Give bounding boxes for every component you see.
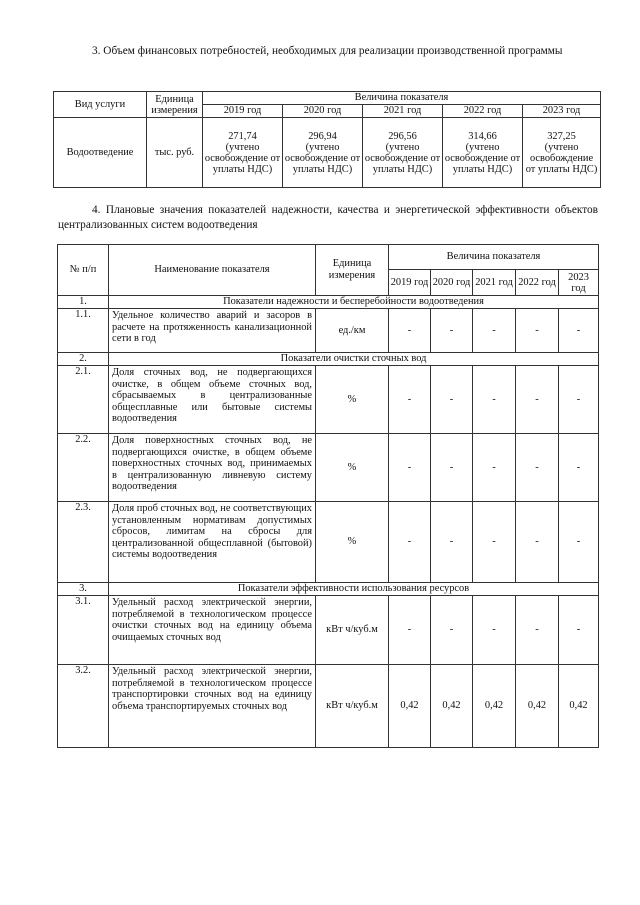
indicator-unit: % — [316, 502, 389, 583]
indicator-value: - — [431, 502, 473, 583]
value-note: (учтено освобождение от уплаты НДС) — [204, 141, 281, 175]
value-cell — [203, 118, 283, 188]
row-num: 2.1. — [58, 366, 109, 434]
section-title: Показатели очистки сточных вод — [109, 353, 599, 366]
indicator-value: - — [473, 596, 516, 665]
indicator-value: - — [431, 366, 473, 434]
year-header: 2022 год — [443, 105, 523, 118]
row-num: 1.1. — [58, 309, 109, 353]
col-value-header: Величина показателя — [203, 92, 601, 105]
indicator-value: - — [389, 596, 431, 665]
col-unit-header: Единица измерения — [316, 245, 389, 296]
value-note: (учтено освобождение от уплаты НДС) — [364, 141, 441, 175]
indicator-value: - — [516, 366, 559, 434]
value-note: (учтено освобождение от уплаты НДС) — [284, 141, 361, 175]
value-cell — [363, 118, 443, 188]
section-num: 3. — [58, 583, 109, 596]
indicator-value: - — [389, 502, 431, 583]
unit-cell: тыс. руб. — [147, 118, 203, 188]
indicator-value: - — [516, 309, 559, 353]
row-num: 2.2. — [58, 434, 109, 502]
indicator-value: - — [516, 434, 559, 502]
indicator-value: - — [473, 434, 516, 502]
indicator-unit: % — [316, 434, 389, 502]
col-num-header: № п/п — [58, 245, 109, 296]
value-amount: 296,94 — [308, 130, 337, 142]
indicator-unit: ед./км — [316, 309, 389, 353]
section-4-heading: 4. Плановые значения показателей надежности, качества и энергетической эффективности объектов централизованных систем водоотведения — [58, 204, 598, 231]
indicators-table — [57, 244, 599, 748]
indicator-value: - — [559, 502, 599, 583]
value-note: (учтено освобождение от уплаты НДС) — [525, 141, 598, 175]
section-title: Показатели эффективности использования ресурсов — [109, 583, 599, 596]
indicator-value: - — [473, 309, 516, 353]
value-amount: 296,56 — [388, 130, 417, 142]
row-num: 3.2. — [58, 665, 109, 748]
indicator-value: - — [559, 366, 599, 434]
indicator-value: 0,42 — [516, 665, 559, 748]
col-service-header: Вид услуги — [54, 92, 147, 118]
col-unit-header: Единица измерения — [147, 92, 203, 118]
value-cell — [523, 118, 601, 188]
indicator-unit: кВт ч/куб.м — [316, 596, 389, 665]
indicator-unit: кВт ч/куб.м — [316, 665, 389, 748]
indicator-name: Удельный расход электрической энергии, потребляемой в технологическом процессе очистки сточных вод на единицу объема очищаемых сточных вод — [109, 596, 316, 665]
indicator-value: - — [431, 596, 473, 665]
indicator-name: Доля поверхностных сточных вод, не подвергающихся очистке, в общем объеме поверхностных сточных вод, принимаемых в централизованную ливневую систему водоотведения — [109, 434, 316, 502]
indicator-unit: % — [316, 366, 389, 434]
section-num: 2. — [58, 353, 109, 366]
indicator-name: Доля сточных вод, не подвергающихся очистке, в общем объеме сточных вод, сбрасываемых в централизованные общесплавные или бытовые системы водоотведения — [109, 366, 316, 434]
indicator-name: Удельный расход электрической энергии, потребляемой в технологическом процессе транспортировки сточных вод на единицу объема транспортируемых сточных вод — [109, 665, 316, 748]
section-num: 1. — [58, 296, 109, 309]
year-header: 2023 год — [559, 270, 599, 296]
value-note: (учтено освобождение от уплаты НДС) — [444, 141, 521, 175]
year-header: 2022 год — [516, 270, 559, 296]
service-cell: Водоотведение — [54, 118, 147, 188]
indicator-name: Доля проб сточных вод, не соответствующих установленным нормативам допустимых сбросов, лимитам на сбросы для централизованной общесплавной (бытовой) системы водоотведения — [109, 502, 316, 583]
indicator-value: - — [516, 596, 559, 665]
row-num: 2.3. — [58, 502, 109, 583]
value-amount: 271,74 — [228, 130, 257, 142]
indicator-value: - — [389, 309, 431, 353]
indicator-value: 0,42 — [559, 665, 599, 748]
section-3-heading: 3. Объем финансовых потребностей, необходимых для реализации производственной программы — [92, 45, 563, 57]
indicator-value: - — [431, 309, 473, 353]
value-cell — [283, 118, 363, 188]
value-cell — [443, 118, 523, 188]
year-header: 2019 год — [389, 270, 431, 296]
indicator-value: 0,42 — [473, 665, 516, 748]
year-header: 2020 год — [283, 105, 363, 118]
indicator-value: - — [389, 434, 431, 502]
financial-needs-table — [53, 91, 601, 188]
indicator-value: 0,42 — [431, 665, 473, 748]
indicator-value: - — [559, 596, 599, 665]
year-header: 2019 год — [203, 105, 283, 118]
indicator-value: 0,42 — [389, 665, 431, 748]
year-header: 2020 год — [431, 270, 473, 296]
indicator-name: Удельное количество аварий и засоров в расчете на протяженность канализационной сети в год — [109, 309, 316, 353]
year-header: 2021 год — [473, 270, 516, 296]
indicator-value: - — [431, 434, 473, 502]
indicator-value: - — [559, 309, 599, 353]
value-amount: 327,25 — [547, 130, 576, 142]
indicator-value: - — [473, 502, 516, 583]
year-header: 2021 год — [363, 105, 443, 118]
indicator-value: - — [516, 502, 559, 583]
value-amount: 314,66 — [468, 130, 497, 142]
indicator-value: - — [473, 366, 516, 434]
year-header: 2023 год — [523, 105, 601, 118]
row-num: 3.1. — [58, 596, 109, 665]
indicator-value: - — [389, 366, 431, 434]
col-value-header: Величина показателя — [389, 245, 599, 270]
col-name-header: Наименование показателя — [109, 245, 316, 296]
indicator-value: - — [559, 434, 599, 502]
section-title: Показатели надежности и бесперебойности водоотведения — [109, 296, 599, 309]
